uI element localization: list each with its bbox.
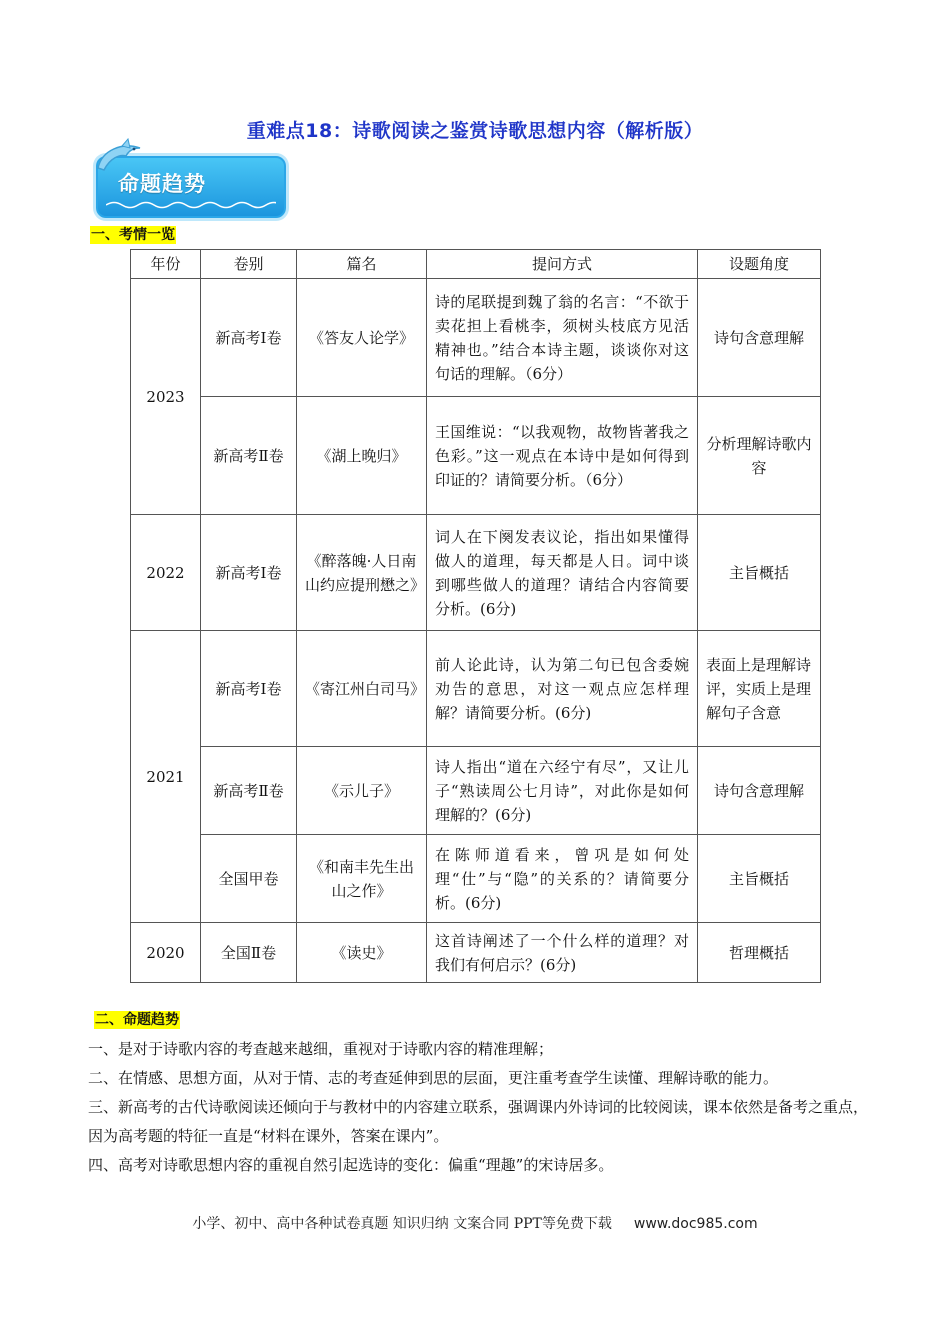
footer-site-link[interactable]: www.doc985.com xyxy=(633,1216,758,1232)
poem-title-cell: 《读史》 xyxy=(297,923,427,983)
angle-cell: 诗句含意理解 xyxy=(698,747,821,835)
question-cell: 词人在下阕发表议论，指出如果懂得做人的道理，每天都是人日。词中谈到哪些做人的道理？请结合内容简要分析。(6分) xyxy=(427,515,698,631)
paper-cell: 新高考Ⅱ卷 xyxy=(201,397,297,515)
footer-text: 小学、初中、高中各种试卷真题 知识归纳 文案合同 PPT等免费下载 xyxy=(192,1216,612,1232)
angle-cell: 主旨概括 xyxy=(698,835,821,923)
wave-decoration xyxy=(106,200,276,210)
poem-title-cell: 《寄江州白司马》 xyxy=(297,631,427,747)
page-title: 重难点18：诗歌阅读之鉴赏诗歌思想内容（解析版） xyxy=(246,120,704,142)
trend-paragraph: 一、是对于诗歌内容的考查越来越细，重视对于诗歌内容的精准理解； xyxy=(88,1040,554,1058)
table-row xyxy=(131,747,821,835)
angle-cell: 诗句含意理解 xyxy=(698,279,821,397)
banner-label: 命题趋势 xyxy=(118,172,206,196)
table-row xyxy=(131,835,821,923)
poem-title-cell: 《答友人论学》 xyxy=(297,279,427,397)
question-cell: 诗人指出“道在六经宁有尽”，又让儿子“熟读周公七月诗”，对此你是如何理解的？(6分) xyxy=(427,747,698,835)
angle-cell: 表面上是理解诗评，实质上是理解句子含意 xyxy=(698,631,821,747)
year-cell: 2021 xyxy=(131,631,201,923)
trend-paragraph: 三、新高考的古代诗歌阅读还倾向于与教材中的内容建立联系，强调课内外诗词的比较阅读，课本依然是备考之重点，因为高考题的特征一直是“材料在课外，答案在课内”。 xyxy=(88,1098,869,1145)
angle-cell: 分析理解诗歌内容 xyxy=(698,397,821,515)
table-row xyxy=(131,279,821,397)
paper-cell: 新高考Ⅰ卷 xyxy=(201,515,297,631)
year-cell: 2020 xyxy=(131,923,201,983)
page-footer xyxy=(0,1213,950,1233)
table-row xyxy=(131,397,821,515)
year-cell: 2023 xyxy=(131,279,201,515)
header-year: 年份 xyxy=(131,250,201,279)
question-cell: 王国维说：“以我观物，故物皆著我之色彩。”这一观点在本诗中是如何得到印证的？请简要分析。（6分） xyxy=(427,397,698,515)
paper-cell: 全国甲卷 xyxy=(201,835,297,923)
table-row xyxy=(131,923,821,983)
question-cell: 前人论此诗，认为第二句已包含委婉劝告的意思，对这一观点应怎样理解？请简要分析。(6分) xyxy=(427,631,698,747)
header-question: 提问方式 xyxy=(427,250,698,279)
poem-title-cell: 《和南丰先生出山之作》 xyxy=(297,835,427,923)
section-label-trends: 二、命题趋势 xyxy=(95,1012,179,1028)
paper-cell: 新高考Ⅰ卷 xyxy=(201,631,297,747)
table-row xyxy=(131,515,821,631)
angle-cell: 哲理概括 xyxy=(698,923,821,983)
paper-cell: 新高考Ⅰ卷 xyxy=(201,279,297,397)
question-cell: 在陈师道看来，曾巩是如何处理“仕”与“隐”的关系的？请简要分析。(6分) xyxy=(427,835,698,923)
poem-title-cell: 《醉落魄·人日南山约应提刑懋之》 xyxy=(297,515,427,631)
question-cell: 这首诗阐述了一个什么样的道理？对我们有何启示？(6分) xyxy=(427,923,698,983)
poem-title-cell: 《湖上晚归》 xyxy=(297,397,427,515)
paper-cell: 全国Ⅱ卷 xyxy=(201,923,297,983)
poem-title-cell: 《示儿子》 xyxy=(297,747,427,835)
table-header-row xyxy=(131,250,821,279)
header-title: 篇名 xyxy=(297,250,427,279)
section-label-overview: 一、考情一览 xyxy=(91,227,175,243)
year-cell: 2022 xyxy=(131,515,201,631)
header-paper: 卷别 xyxy=(201,250,297,279)
trend-paragraph: 二、在情感、思想方面，从对于情、志的考查延伸到思的层面，更注重考查学生读懂、理解诗歌的能力。 xyxy=(88,1069,779,1087)
header-angle: 设题角度 xyxy=(698,250,821,279)
topic-banner xyxy=(88,138,286,220)
exam-table xyxy=(130,249,821,983)
table-row xyxy=(131,631,821,747)
trend-paragraph: 四、高考对诗歌思想内容的重视自然引起选诗的变化：偏重“理趣”的宋诗居多。 xyxy=(88,1156,614,1174)
question-cell: 诗的尾联提到魏了翁的名言：“不欲于卖花担上看桃李，须树头枝底方见活精神也。”结合本诗主题，谈谈你对这句话的理解。（6分） xyxy=(427,279,698,397)
paper-cell: 新高考Ⅱ卷 xyxy=(201,747,297,835)
angle-cell: 主旨概括 xyxy=(698,515,821,631)
